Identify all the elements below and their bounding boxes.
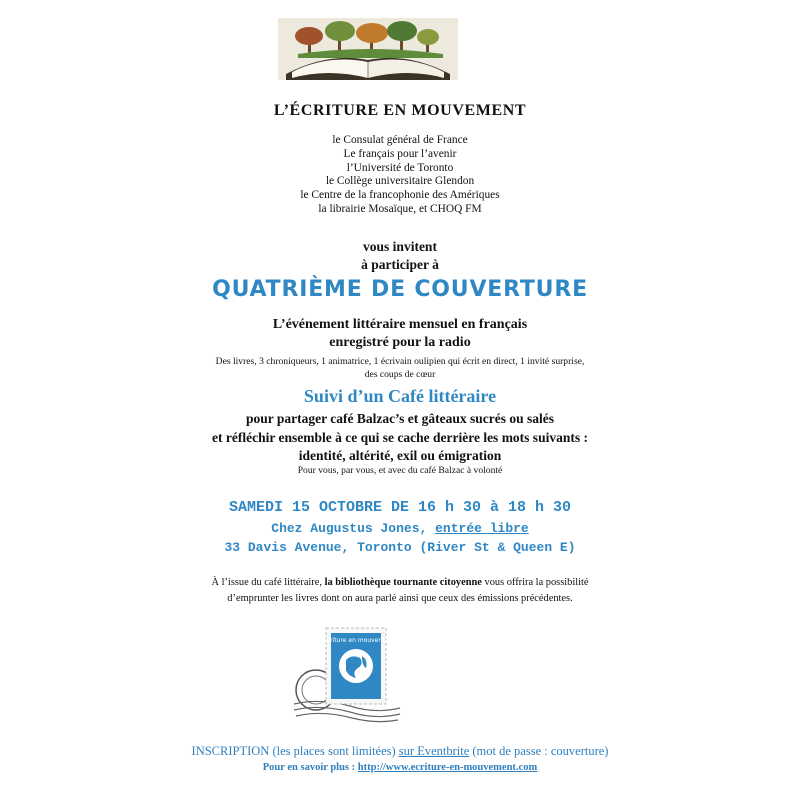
website-link[interactable]: http://www.ecriture-en-mouvement.com xyxy=(357,762,538,773)
postage-stamp-illustration xyxy=(290,626,420,726)
library-bold: la bibliothèque tournante citoyenne xyxy=(324,577,482,588)
open-book-trees-illustration xyxy=(278,18,458,80)
partners-list xyxy=(0,134,800,217)
partner-item: Le français pour l’avenir xyxy=(343,147,457,160)
partner-item: la librairie Mosaïque, et CHOQ FM xyxy=(318,202,482,215)
more-info-line xyxy=(0,762,800,773)
stamp-text: L’écriture en mouvement xyxy=(317,637,395,644)
library-suffix: vous offrira la possibilité xyxy=(484,577,589,588)
library-note-2: d’emprunter les livres dont on aura parlé ainsi que ceux des émissions précédentes. xyxy=(227,593,573,604)
registration-line xyxy=(0,744,800,759)
cafe-note: Pour vous, par vous, et avec du café Balzac à volonté xyxy=(297,465,503,476)
event-details-1: Des livres, 3 chroniqueurs, 1 animatrice, 1 écrivain oulipien qui écrit en direct, 1 invité surprise, xyxy=(215,356,585,367)
venue-name: Chez Augustus Jones, xyxy=(271,521,428,536)
eventbrite-link[interactable]: sur Eventbrite xyxy=(398,744,470,758)
cafe-title: Suivi d’un Café littéraire xyxy=(303,386,497,406)
header-image xyxy=(278,18,458,80)
event-date: SAMEDI 15 OCTOBRE DE 16 h 30 à 18 h 30 xyxy=(228,499,572,516)
library-note-1 xyxy=(0,577,800,588)
event-headline: QUATRIÈME DE COUVERTURE xyxy=(212,277,588,302)
more-info-prefix: Pour en savoir plus : xyxy=(262,762,356,773)
cafe-theme-words: identité, altérité, exil ou émigration xyxy=(298,448,502,463)
page-title: L’ÉCRITURE EN MOUVEMENT xyxy=(273,102,527,119)
event-description-1: L’événement littéraire mensuel en français xyxy=(272,317,528,332)
partner-item: le Collège universitaire Glendon xyxy=(325,175,475,188)
registration-suffix: (mot de passe : couverture) xyxy=(472,744,609,758)
event-description-2: enregistré pour la radio xyxy=(329,335,471,350)
registration-prefix: INSCRIPTION (les places sont limitées) xyxy=(191,744,396,758)
event-venue xyxy=(0,521,800,536)
invite-line-2: à participer à xyxy=(361,257,439,272)
library-prefix: À l’issue du café littéraire, xyxy=(211,577,322,588)
event-address: 33 Davis Avenue, Toronto (River St & Queen E) xyxy=(224,540,576,555)
partner-item: le Centre de la francophonie des Amériques xyxy=(300,189,500,202)
cafe-line-1: pour partager café Balzac’s et gâteaux sucrés ou salés xyxy=(246,411,554,426)
cafe-line-2: et réfléchir ensemble à ce qui se cache derrière les mots suivants : xyxy=(212,430,588,445)
partner-item: le Consulat général de France xyxy=(332,134,468,146)
event-details-2: des coups de cœur xyxy=(364,369,436,380)
free-entry-link[interactable]: entrée libre xyxy=(435,521,529,536)
stamp-icon xyxy=(290,626,420,726)
partner-item: l’Université de Toronto xyxy=(346,161,454,174)
invite-line-1: vous invitent xyxy=(363,239,437,254)
